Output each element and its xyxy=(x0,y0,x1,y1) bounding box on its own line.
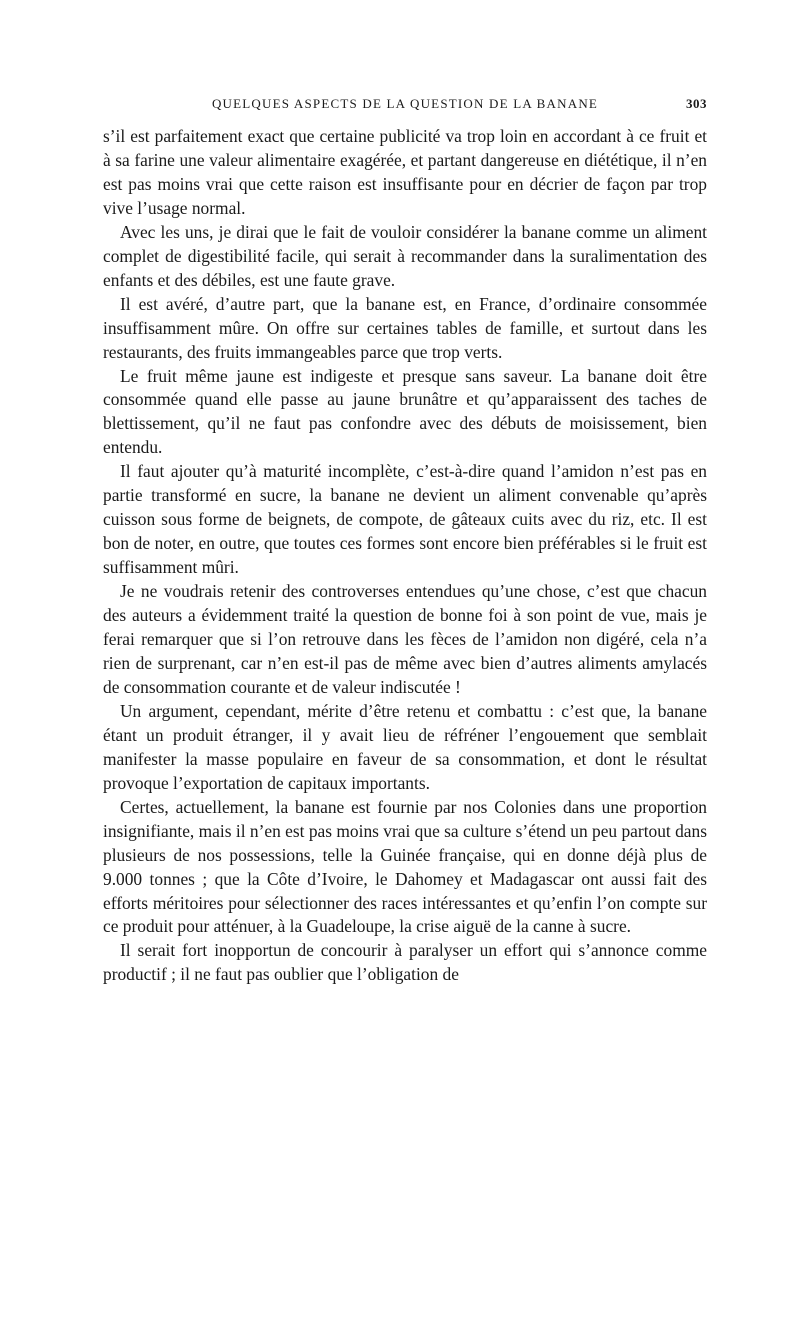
paragraph-3: Il est avéré, d’autre part, que la banane est, en France, d’ordinaire consommée insuffisamment mûre. On offre sur certaines tables de famille, et surtout dans les restaurants, des fruits immangeables parce que trop verts. xyxy=(103,293,707,362)
page-number: 303 xyxy=(686,96,707,111)
running-header xyxy=(103,96,707,118)
paragraph-7: Un argument, cependant, mérite d’être retenu et combattu : c’est que, la banane étant un produit étranger, il y avait lieu de réfréner l’engouement que semblait manifester la masse populaire en faveur de sa consommation, et dont le résultat provoque l’exportation de capitaux importants. xyxy=(103,700,707,793)
paragraph-8: Certes, actuellement, la banane est fournie par nos Colonies dans une proportion insignifiante, mais il n’en est pas moins vrai que sa culture s’étend un peu partout dans plusieurs de nos possessions, telle la Guinée française, qui en donne déjà plus de 9.000 tonnes ; que la Côte d’Ivoire, le Dahomey et Madagascar ont aussi fait des efforts méritoires pour sélectionner des races intéressantes et qu’enfin l’on compte sur ce produit pour atténuer, à la Guadeloupe, la crise aiguë de la canne à sucre. xyxy=(103,796,707,937)
body-text xyxy=(103,125,707,987)
running-title: QUELQUES ASPECTS DE LA QUESTION DE LA BANANE xyxy=(211,96,599,111)
paragraph-9: Il serait fort inopportun de concourir à paralyser un effort qui s’annonce comme productif ; il ne faut pas oublier que l’obligation de xyxy=(103,940,707,985)
paragraph-6: Je ne voudrais retenir des controverses entendues qu’une chose, c’est que chacun des auteurs a évidemment traité la question de bonne foi à son point de vue, mais je ferai remarquer que si l’on retrouve dans les fèces de l’amidon non digéré, cela n’a rien de surprenant, car n’en est-il pas de même avec bien d’autres aliments amylacés de consommation courante et de valeur indiscutée ! xyxy=(103,581,707,697)
paragraph-5: Il faut ajouter qu’à maturité incomplète, c’est-à-dire quand l’amidon n’est pas en partie transformé en sucre, la banane ne devient un aliment convenable qu’après cuisson sous forme de beignets, de compote, de gâteaux cuits avec du riz, etc. Il est bon de noter, en outre, que toutes ces formes sont encore bien préférables si le fruit est suffisamment mûri. xyxy=(103,461,707,578)
document-page xyxy=(103,96,707,987)
paragraph-2: Avec les uns, je dirai que le fait de vouloir considérer la banane comme un aliment complet de digestibilité facile, qui serait à recommander dans la suralimentation des enfants et des débiles, est une faute grave. xyxy=(103,221,707,290)
paragraph-4: Le fruit même jaune est indigeste et presque sans saveur. La banane doit être consommée quand elle passe au jaune brunâtre et qu’apparaissent des taches de blettissement, qu’il ne faut pas confondre avec des débuts de moisissement, bien entendu. xyxy=(103,365,707,458)
paragraph-1: s’il est parfaitement exact que certaine publicité va trop loin en accordant à ce fruit et à sa farine une valeur alimentaire exagérée, et partant dangereuse en diététique, il n’en est pas moins vrai que cette raison est insuffisante pour en décrier de façon par trop vive l’usage normal. xyxy=(103,126,707,218)
